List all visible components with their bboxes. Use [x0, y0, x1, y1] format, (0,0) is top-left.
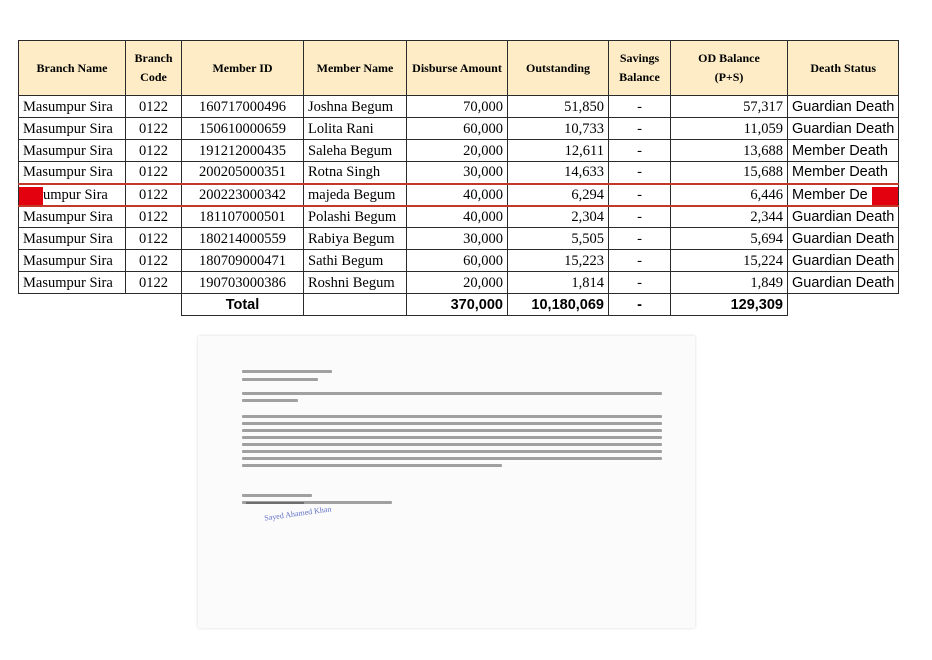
header-branch-code — [126, 41, 182, 96]
cell-branch-redacted — [19, 184, 126, 206]
cell-death-status: Guardian Death — [788, 272, 899, 294]
table-row — [19, 272, 899, 294]
cell-member-id: 200205000351 — [182, 162, 304, 184]
cell-member-name: Rotna Singh — [304, 162, 407, 184]
total-outstanding: 10,180,069 — [508, 294, 609, 316]
letter-line — [242, 429, 662, 432]
redaction-mark — [872, 187, 898, 205]
cell-outstanding: 15,223 — [508, 250, 609, 272]
table-row — [19, 228, 899, 250]
scanned-letter — [198, 336, 695, 628]
cell-member-id: 180709000471 — [182, 250, 304, 272]
letter-line — [242, 378, 318, 381]
cell-disburse: 20,000 — [407, 140, 508, 162]
cell-disburse: 60,000 — [407, 118, 508, 140]
cell-disburse: 30,000 — [407, 162, 508, 184]
cell-member-id: 160717000496 — [182, 96, 304, 118]
header-outstanding: Outstanding — [508, 41, 609, 96]
cell-code: 0122 — [126, 228, 182, 250]
cell-branch-text: umpur Sira — [43, 186, 108, 203]
header-member-id: Member ID — [182, 41, 304, 96]
header-member-name: Member Name — [304, 41, 407, 96]
cell-branch: Masumpur Sira — [19, 206, 126, 228]
cell-code: 0122 — [126, 206, 182, 228]
cell-savings: - — [609, 272, 671, 294]
cell-disburse: 40,000 — [407, 206, 508, 228]
cell-outstanding: 5,505 — [508, 228, 609, 250]
table-row — [19, 96, 899, 118]
cell-branch: Masumpur Sira — [19, 162, 126, 184]
cell-member-id: 200223000342 — [182, 184, 304, 206]
header-branch-code-line2: Code — [140, 70, 167, 84]
cell-savings: - — [609, 206, 671, 228]
cell-branch: Masumpur Sira — [19, 140, 126, 162]
letter-line — [242, 422, 662, 425]
table-row-highlighted — [19, 184, 899, 206]
letter-line — [242, 370, 332, 373]
cell-member-name: Lolita Rani — [304, 118, 407, 140]
cell-od-balance: 13,688 — [671, 140, 788, 162]
cell-savings: - — [609, 118, 671, 140]
total-blank — [19, 294, 126, 316]
header-od-line1: OD Balance — [698, 51, 760, 65]
header-savings-line2: Balance — [619, 70, 660, 84]
letter-line — [242, 415, 662, 418]
cell-code: 0122 — [126, 162, 182, 184]
cell-od-balance: 1,849 — [671, 272, 788, 294]
cell-code: 0122 — [126, 140, 182, 162]
cell-member-id: 180214000559 — [182, 228, 304, 250]
cell-outstanding: 14,633 — [508, 162, 609, 184]
header-od-line2: (P+S) — [714, 70, 744, 84]
letter-line — [242, 450, 662, 453]
letter-line — [242, 392, 662, 395]
cell-member-name: Polashi Begum — [304, 206, 407, 228]
cell-savings: - — [609, 228, 671, 250]
cell-od-balance: 11,059 — [671, 118, 788, 140]
cell-member-id: 191212000435 — [182, 140, 304, 162]
total-disburse: 370,000 — [407, 294, 508, 316]
cell-member-name: majeda Begum — [304, 184, 407, 206]
cell-death-status: Guardian Death — [788, 250, 899, 272]
table-row — [19, 250, 899, 272]
table-row — [19, 206, 899, 228]
cell-outstanding: 1,814 — [508, 272, 609, 294]
header-death-status: Death Status — [788, 41, 899, 96]
cell-od-balance: 15,224 — [671, 250, 788, 272]
cell-death-status: Member Death — [788, 140, 899, 162]
total-blank — [126, 294, 182, 316]
cell-code: 0122 — [126, 272, 182, 294]
cell-code: 0122 — [126, 184, 182, 206]
letter-line — [242, 457, 662, 460]
cell-disburse: 30,000 — [407, 228, 508, 250]
total-blank — [788, 294, 899, 316]
cell-member-id: 190703000386 — [182, 272, 304, 294]
cell-od-balance: 5,694 — [671, 228, 788, 250]
stamp-text: Sayed Ahamed Khan — [263, 504, 332, 523]
cell-branch: Masumpur Sira — [19, 96, 126, 118]
cell-outstanding: 12,611 — [508, 140, 609, 162]
total-od-balance: 129,309 — [671, 294, 788, 316]
header-od-balance — [671, 41, 788, 96]
table-header-row — [19, 41, 899, 96]
header-branch-name: Branch Name — [19, 41, 126, 96]
cell-branch: Masumpur Sira — [19, 228, 126, 250]
header-savings-line1: Savings — [619, 51, 660, 65]
table-row — [19, 140, 899, 162]
cell-death-status: Member Death — [788, 162, 899, 184]
table-row — [19, 118, 899, 140]
cell-member-name: Rabiya Begum — [304, 228, 407, 250]
cell-savings: - — [609, 96, 671, 118]
cell-outstanding: 6,294 — [508, 184, 609, 206]
cell-od-balance: 15,688 — [671, 162, 788, 184]
cell-code: 0122 — [126, 118, 182, 140]
cell-outstanding: 2,304 — [508, 206, 609, 228]
header-branch-code-line1: Branch — [134, 51, 173, 65]
cell-savings: - — [609, 184, 671, 206]
cell-member-name: Joshna Begum — [304, 96, 407, 118]
redaction-mark — [19, 187, 43, 205]
total-label: Total — [182, 294, 304, 316]
cell-od-balance: 6,446 — [671, 184, 788, 206]
cell-savings: - — [609, 162, 671, 184]
cell-death-status: Guardian Death — [788, 118, 899, 140]
cell-member-id: 181107000501 — [182, 206, 304, 228]
cell-code: 0122 — [126, 96, 182, 118]
cell-member-name: Roshni Begum — [304, 272, 407, 294]
cell-member-name: Saleha Begum — [304, 140, 407, 162]
table-row — [19, 162, 899, 184]
total-savings: - — [609, 294, 671, 316]
cell-outstanding: 10,733 — [508, 118, 609, 140]
cell-death-status: Guardian Death — [788, 228, 899, 250]
letter-line — [242, 436, 662, 439]
cell-member-id: 150610000659 — [182, 118, 304, 140]
letter-line — [242, 443, 662, 446]
cell-death-status: Guardian Death — [788, 96, 899, 118]
cell-disburse: 40,000 — [407, 184, 508, 206]
cell-disburse: 70,000 — [407, 96, 508, 118]
cell-branch: Masumpur Sira — [19, 272, 126, 294]
cell-od-balance: 2,344 — [671, 206, 788, 228]
header-savings-balance — [609, 41, 671, 96]
total-empty — [304, 294, 407, 316]
death-claims-table — [18, 40, 899, 316]
header-disburse-amount: Disburse Amount — [407, 41, 508, 96]
cell-savings: - — [609, 250, 671, 272]
total-row — [19, 294, 899, 316]
cell-death-status-redacted — [788, 184, 899, 206]
letter-line — [242, 399, 298, 402]
cell-savings: - — [609, 140, 671, 162]
cell-member-name: Sathi Begum — [304, 250, 407, 272]
cell-outstanding: 51,850 — [508, 96, 609, 118]
name-stamp — [264, 504, 332, 522]
cell-disburse: 60,000 — [407, 250, 508, 272]
cell-death-status: Guardian Death — [788, 206, 899, 228]
cell-death-status-text: Member De — [792, 186, 868, 203]
letter-line — [242, 501, 392, 504]
letter-line — [242, 464, 502, 467]
cell-code: 0122 — [126, 250, 182, 272]
cell-branch: Masumpur Sira — [19, 118, 126, 140]
letter-line — [242, 494, 312, 497]
cell-disburse: 20,000 — [407, 272, 508, 294]
cell-od-balance: 57,317 — [671, 96, 788, 118]
cell-branch: Masumpur Sira — [19, 250, 126, 272]
